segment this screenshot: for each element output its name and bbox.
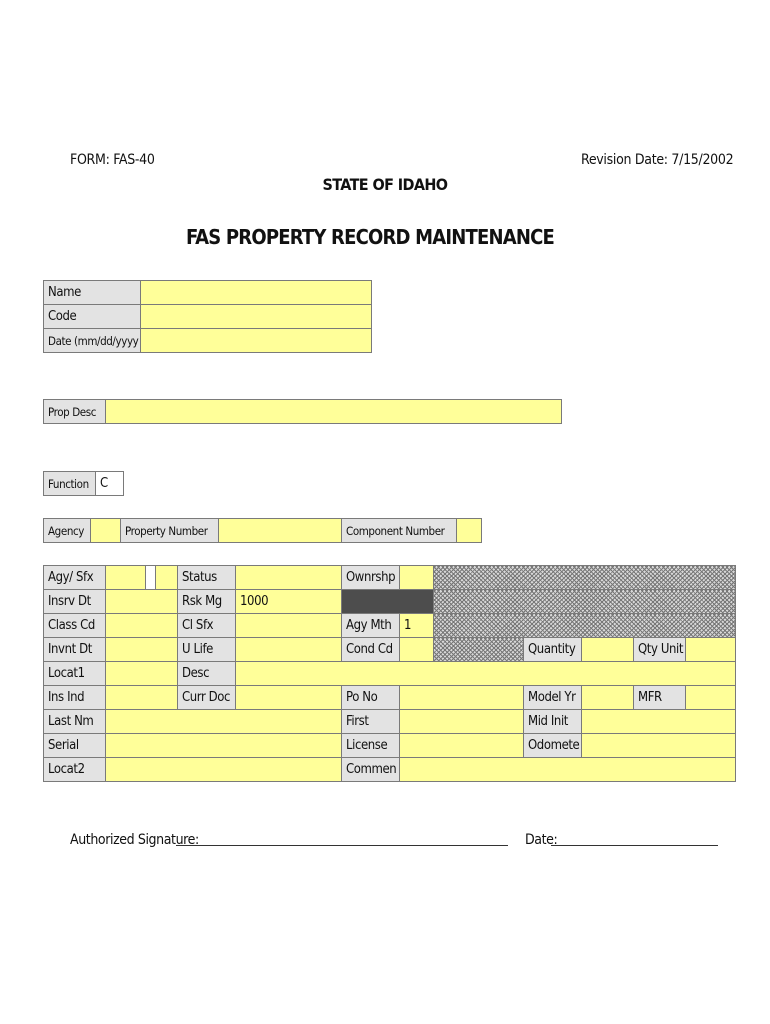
model-yr-field[interactable] <box>582 686 634 710</box>
class-cd-label: Class Cd <box>44 614 106 638</box>
cl-sfx-label: Cl Sfx <box>178 614 236 638</box>
disabled-area <box>434 614 736 638</box>
agency-field[interactable] <box>91 519 121 543</box>
ins-ind-label: Ins Ind <box>44 686 106 710</box>
quantity-field[interactable] <box>582 638 634 662</box>
page-title: FAS PROPERTY RECORD MAINTENANCE <box>185 225 555 249</box>
desc-label: Desc <box>178 662 236 686</box>
state-heading: STATE OF IDAHO <box>322 175 448 194</box>
signature-line[interactable] <box>176 845 508 846</box>
prop-desc-field[interactable] <box>106 400 562 424</box>
agy-sfx-separator <box>146 566 156 590</box>
agency-table <box>43 518 482 543</box>
name-field[interactable] <box>141 281 372 305</box>
signature-date-label: Date: <box>525 832 558 848</box>
component-number-label: Component Number <box>342 519 457 543</box>
disabled-dark-area <box>342 590 434 614</box>
comment-field[interactable] <box>400 758 736 782</box>
signature-date-line[interactable] <box>551 845 718 846</box>
ins-ind-field[interactable] <box>106 686 178 710</box>
comment-label: Commen <box>342 758 400 782</box>
mfr-label: MFR <box>634 686 686 710</box>
u-life-field[interactable] <box>236 638 342 662</box>
invnt-dt-label: Invnt Dt <box>44 638 106 662</box>
identity-table <box>43 280 372 353</box>
invnt-dt-field[interactable] <box>106 638 178 662</box>
prop-desc-table <box>43 399 562 424</box>
license-field[interactable] <box>400 734 524 758</box>
desc-field[interactable] <box>236 662 736 686</box>
odometer-label: Odomete <box>524 734 582 758</box>
curr-doc-field[interactable] <box>236 686 342 710</box>
curr-doc-label: Curr Doc <box>178 686 236 710</box>
u-life-label: U Life <box>178 638 236 662</box>
insrv-dt-field[interactable] <box>106 590 178 614</box>
locat2-label: Locat2 <box>44 758 106 782</box>
first-label: First <box>342 710 400 734</box>
ownrshp-label: Ownrshp <box>342 566 400 590</box>
insrv-dt-label: Insrv Dt <box>44 590 106 614</box>
code-field[interactable] <box>141 305 372 329</box>
status-label: Status <box>178 566 236 590</box>
status-field[interactable] <box>236 566 342 590</box>
quantity-label: Quantity <box>524 638 582 662</box>
class-cd-field[interactable] <box>106 614 178 638</box>
function-field[interactable]: C <box>96 472 124 496</box>
disabled-area <box>434 566 736 590</box>
po-no-label: Po No <box>342 686 400 710</box>
qty-unit-field[interactable] <box>686 638 736 662</box>
mid-init-field[interactable] <box>582 710 736 734</box>
ownrshp-field[interactable] <box>400 566 434 590</box>
last-nm-field[interactable] <box>106 710 342 734</box>
property-number-label: Property Number <box>121 519 219 543</box>
mfr-field[interactable] <box>686 686 736 710</box>
name-label: Name <box>44 281 141 305</box>
disabled-area <box>434 590 736 614</box>
authorized-signature-label: Authorized Signature: <box>70 832 199 848</box>
main-grid <box>43 565 736 782</box>
model-yr-label: Model Yr <box>524 686 582 710</box>
locat2-field[interactable] <box>106 758 342 782</box>
serial-label: Serial <box>44 734 106 758</box>
first-field[interactable] <box>400 710 524 734</box>
license-label: License <box>342 734 400 758</box>
agy-mth-field[interactable]: 1 <box>400 614 434 638</box>
last-nm-label: Last Nm <box>44 710 106 734</box>
agy-sfx-label: Agy/ Sfx <box>44 566 106 590</box>
agy-sfx-suffix-field[interactable] <box>156 566 178 590</box>
form-id: FORM: FAS-40 <box>70 152 155 168</box>
date-field[interactable] <box>141 329 372 353</box>
agy-sfx-field[interactable] <box>106 566 146 590</box>
rsk-mg-field[interactable]: 1000 <box>236 590 342 614</box>
locat1-field[interactable] <box>106 662 178 686</box>
locat1-label: Locat1 <box>44 662 106 686</box>
po-no-field[interactable] <box>400 686 524 710</box>
cond-cd-label: Cond Cd <box>342 638 400 662</box>
code-label: Code <box>44 305 141 329</box>
disabled-area <box>434 638 524 662</box>
function-table <box>43 471 124 496</box>
date-label: Date (mm/dd/yyyy <box>44 329 141 353</box>
serial-field[interactable] <box>106 734 342 758</box>
agy-mth-label: Agy Mth <box>342 614 400 638</box>
prop-desc-label: Prop Desc <box>44 400 106 424</box>
component-number-field[interactable] <box>457 519 482 543</box>
mid-init-label: Mid Init <box>524 710 582 734</box>
cl-sfx-field[interactable] <box>236 614 342 638</box>
odometer-field[interactable] <box>582 734 736 758</box>
property-number-field[interactable] <box>219 519 342 543</box>
rsk-mg-label: Rsk Mg <box>178 590 236 614</box>
agency-label: Agency <box>44 519 91 543</box>
function-label: Function <box>44 472 96 496</box>
cond-cd-field[interactable] <box>400 638 434 662</box>
revision-date: Revision Date: 7/15/2002 <box>581 152 734 168</box>
qty-unit-label: Qty Unit <box>634 638 686 662</box>
